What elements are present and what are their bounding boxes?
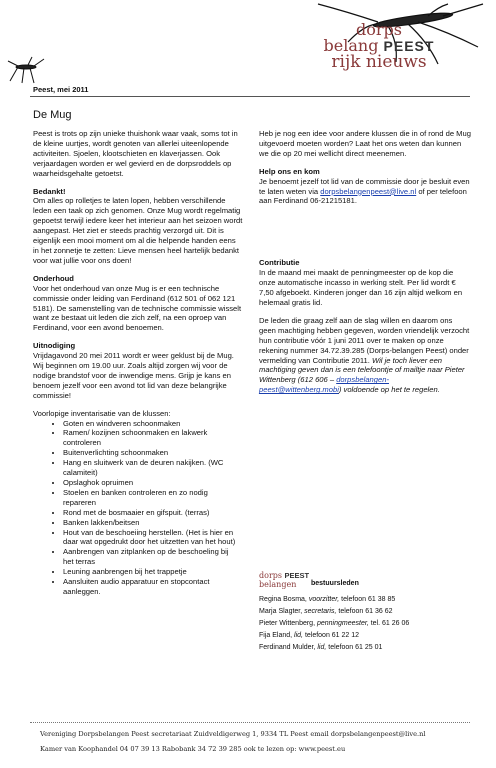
contributie-paragraph: In de maand mei maakt de penningmeester op de kop die onze automatische incasso in werking stelt. Per lid wordt € 7,50 afgeboekt. Kinderen jonger dan 16 zijn altijd welkom en helemaal gratis lid. bbox=[259, 268, 463, 307]
task-item: • Aanbrengen van zitplanken op de beschoeling bij het terras bbox=[63, 547, 238, 567]
intro-paragraph: Peest is trots op zijn unieke thuishonk waar vaak, soms tot in de kleine uurtjes, wordt genoten van allerlei uiteenlopende activiteiten. Sjoelen, klootschieten en klaverjassen. Ook verjaardagen worden er wel gevierd en de dorpsroddels op waarheidsgehalte getoetst. bbox=[33, 129, 238, 178]
article-title: De Mug bbox=[33, 109, 72, 121]
board-members bbox=[259, 594, 409, 654]
newsletter-logo bbox=[304, 22, 454, 71]
task-item: • Leuning aanbrengen bij het trappetje bbox=[63, 567, 238, 577]
help-paragraph: Je benoemt jezelf tot lid van de commissie door je besluit even te laten weten via dorpsbelangenpeest@live.nl of per telefoon aan Ferdinand 06-21215181. bbox=[259, 176, 470, 206]
footer-line-1: Vereniging Dorpsbelangen Peest secretariaat Zuidveldigerweg 1, 9334 TL Peest email dorpsbelangenpeest@live.nl bbox=[40, 730, 426, 738]
onderhoud-paragraph: Voor het onderhoud van onze Mug is er een technische commissie onder leiding van Ferdinand (612 501 of 062 121 5181). De samenstelling van de technische commissie wisselt want ze bestaat uit leden die zich zelf, na een oproep van Ferdinand, voor een avond benoemen. bbox=[33, 283, 242, 333]
logo-line-2: belang PEEST bbox=[323, 36, 435, 55]
idea-paragraph: Heb je nog een idee voor andere klussen die in of rond de Mug uitgevoerd moeten worden? Laat het ons weten dan kunnen we die op 20 mei wellicht direct meenemen. bbox=[259, 129, 471, 158]
left-column bbox=[33, 129, 243, 597]
section-heading-onderhoud: Onderhoud bbox=[33, 273, 74, 283]
footer-rule bbox=[30, 722, 470, 723]
task-list-intro: Voorlopige inventarisatie van de klussen: bbox=[33, 408, 171, 418]
task-item: • Stoelen en banken controleren en zo nodig repareren bbox=[63, 488, 238, 508]
task-list bbox=[33, 419, 238, 597]
wittenberg-email-link[interactable]: dorpsbelangen-peest@wittenberg.mobi bbox=[259, 375, 389, 395]
logo-line-3: rijk nieuws bbox=[331, 52, 427, 72]
task-item: • Hang en sluitwerk van de deuren nakijken. (WC calamiteit) bbox=[63, 458, 238, 478]
right-column bbox=[259, 129, 471, 403]
board-logo: dorps PEEST belangen bbox=[259, 571, 310, 589]
mosquito-small-icon bbox=[6, 55, 46, 85]
task-item: • Ramen/ kozijnen schoonmaken en lakwerk controleren bbox=[63, 428, 238, 448]
section-heading-bedankt: Bedankt! bbox=[33, 186, 66, 196]
board-member: Marja Slagter, secretaris, telefoon 61 36 62 bbox=[259, 608, 393, 615]
logo-line-1: dorps bbox=[356, 20, 402, 39]
email-link[interactable]: dorpsbelangenpeest@live.nl bbox=[320, 186, 417, 196]
task-item: • Goten en windveren schoonmaken bbox=[63, 419, 238, 429]
board-member: Fija Eland, lid, telefoon 61 22 12 bbox=[259, 632, 360, 639]
task-item: • Aansluiten audio apparatuur en stopcontact aanleggen. bbox=[63, 577, 238, 597]
section-heading-uitnodiging: Uitnodiging bbox=[33, 341, 76, 351]
footer-line-2: Kamer van Koophandel 04 07 39 13 Rabobank 34 72 39 285 ook te lezen op: www.peest.eu bbox=[40, 745, 346, 753]
machtiging-paragraph: De leden die graag zelf aan de slag willen en daarom ons geen machtiging hebben gegeven, worden vriendelijk verzocht hun contributie vóór 1 juni 2011 over te maken op onze rekening nummer 34.72.39.285 (Dorps-belangen Peest) onder vermelding van Contributie 2011. Wil je toch liever een machtiging geven dan is een telefoontje of mailtje naar Pieter Wittenberg (612 606 – dorpsbelangen-peest@wittenberg.mobi) voldoende op het te regelen. bbox=[259, 315, 470, 395]
task-item: • Opslaghok opruimen bbox=[63, 478, 238, 488]
board-member: Ferdinand Mulder, lid, telefoon 61 25 01 bbox=[259, 644, 383, 651]
board-title: bestuursleden bbox=[311, 580, 359, 587]
bedankt-paragraph: Om alles op rolletjes te laten lopen, hebben verschillende leden een taak op zich genomen. Onze Mug wordt regelmatig gepoetst terwijl iedere keer het interieur aan het seizoen wordt aangepast. Het ziet er steeds prachtig verzorgd uit. Dit is eigenlijk een mooi moment om al die helpende handen eens in het zonnetje te zetten: Lieve mensen heel hartelijk bedankt voor wat jullie voor ons doen! bbox=[33, 196, 243, 265]
section-heading-help: Help ons en kom bbox=[259, 166, 320, 176]
board-member: Pieter Wittenberg, penningmeester, tel. 61 26 06 bbox=[259, 620, 410, 627]
dateline: Peest, mei 2011 bbox=[33, 85, 89, 94]
task-item: • Rond met de bosmaaier en gifspuit. (terras) bbox=[63, 508, 238, 518]
task-item: • Buitenverlichting schoonmaken bbox=[63, 448, 238, 458]
section-heading-contributie: Contributie bbox=[259, 258, 300, 268]
uitnodiging-paragraph: Vrijdagavond 20 mei 2011 wordt er weer geklust bij de Mug. Wij beginnen om 19.00 uur. Zoals altijd zorgen wij voor de nodige brandstof voor de inwendige mens. Grijp je kans en benoem jezelf voor een avond tot lid van deze belangrijke commissie! bbox=[33, 351, 234, 400]
task-item: • Hout van de beschoeiing herstellen. (Het is hier en daar wat opgedrukt door het uitzetten van het hout) bbox=[63, 528, 238, 548]
board-member: Regina Bosma, voorzitter, telefoon 61 38 85 bbox=[259, 596, 396, 603]
header-rule bbox=[30, 96, 470, 97]
task-item: • Banken lakken/beitsen bbox=[63, 518, 238, 528]
